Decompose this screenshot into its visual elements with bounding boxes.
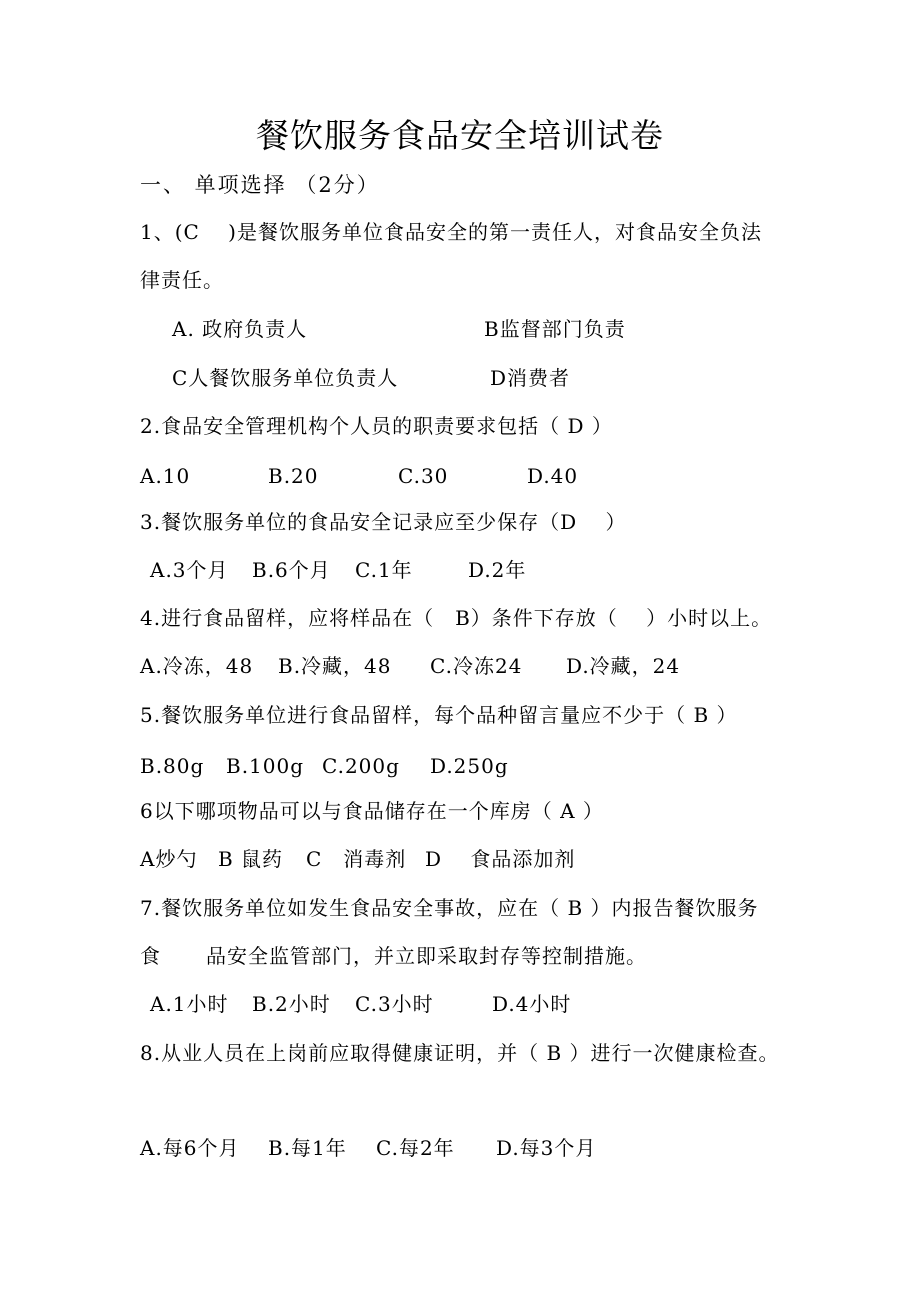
question-1-stem-line-2: 律责任。 — [140, 268, 224, 292]
question-1-option-c: C人餐饮服务单位负责人 — [172, 366, 399, 390]
question-3-option-a: A.3个月 — [150, 558, 229, 582]
question-4-option-b: B.冷藏，48 — [278, 654, 392, 678]
question-4-option-a: A.冷冻，48 — [140, 654, 254, 678]
question-7-stem-line-1: 7.餐饮服务单位如发生食品安全事故，应在（ B ）内报告餐饮服务 — [140, 896, 759, 920]
question-8-option-d: D.每3个月 — [496, 1136, 597, 1160]
question-7-option-d: D.4小时 — [492, 992, 572, 1016]
question-5-option-a: B.80g — [140, 754, 205, 778]
question-5-stem: 5.餐饮服务单位进行食品留样，每个品种留言量应不少于（ B ） — [140, 703, 738, 727]
question-6-option-b: B 鼠药 — [218, 847, 284, 871]
question-2-option-d: D.40 — [527, 464, 579, 488]
question-1-option-a: A. 政府负责人 — [172, 317, 308, 341]
question-4-stem: 4.进行食品留样，应将样品在（ B）条件下存放（ ）小时以上。 — [140, 606, 773, 630]
section-heading: 一、 单项选择 （2分） — [140, 173, 380, 197]
question-4-option-d: D.冷藏，24 — [566, 654, 681, 678]
question-1-option-d: D消费者 — [490, 366, 571, 390]
question-8-option-c: C.每2年 — [376, 1136, 455, 1160]
question-6-option-c: C 消毒剂 — [306, 847, 407, 871]
question-4-option-c: C.冷冻24 — [430, 654, 523, 678]
question-7-option-b: B.2小时 — [252, 992, 331, 1016]
question-5-option-c: C.200g — [322, 754, 400, 778]
question-7-stem-line-2-rest: 品安全监管部门，并立即采取封存等控制措施。 — [206, 944, 647, 968]
question-1-stem-line-1: 1、(C )是餐饮服务单位食品安全的第一责任人，对食品安全负法 — [140, 220, 762, 244]
question-2-option-c: C.30 — [398, 464, 449, 488]
question-7-option-c: C.3小时 — [355, 992, 434, 1016]
question-2-stem: 2.食品安全管理机构个人员的职责要求包括（ D ） — [140, 414, 613, 438]
question-5-option-d: D.250g — [430, 754, 509, 778]
question-8-option-b: B.每1年 — [268, 1136, 347, 1160]
question-3-option-d: D.2年 — [468, 558, 527, 582]
page-title: 餐饮服务食品安全培训试卷 — [256, 116, 664, 155]
question-3-stem: 3.餐饮服务单位的食品安全记录应至少保存（D ） — [140, 510, 627, 534]
question-1-option-b: B监督部门负责 — [484, 317, 626, 341]
question-5-option-b: B.100g — [226, 754, 305, 778]
question-7-option-a: A.1小时 — [150, 992, 229, 1016]
question-2-option-b: B.20 — [268, 464, 319, 488]
question-2-option-a: A.10 — [140, 464, 191, 488]
question-8-option-a: A.每6个月 — [140, 1136, 240, 1160]
question-6-option-a: A炒勺 — [140, 847, 198, 871]
question-3-option-b: B.6个月 — [252, 558, 331, 582]
question-7-stem-line-2-start: 食 — [140, 944, 161, 968]
question-6-stem: 6以下哪项物品可以与食品储存在一个库房（ A ） — [140, 799, 604, 823]
question-3-option-c: C.1年 — [355, 558, 413, 582]
question-6-option-d: D 食品添加剂 — [425, 847, 576, 871]
question-8-stem: 8.从业人员在上岗前应取得健康证明，并（ B ）进行一次健康检查。 — [140, 1041, 780, 1065]
